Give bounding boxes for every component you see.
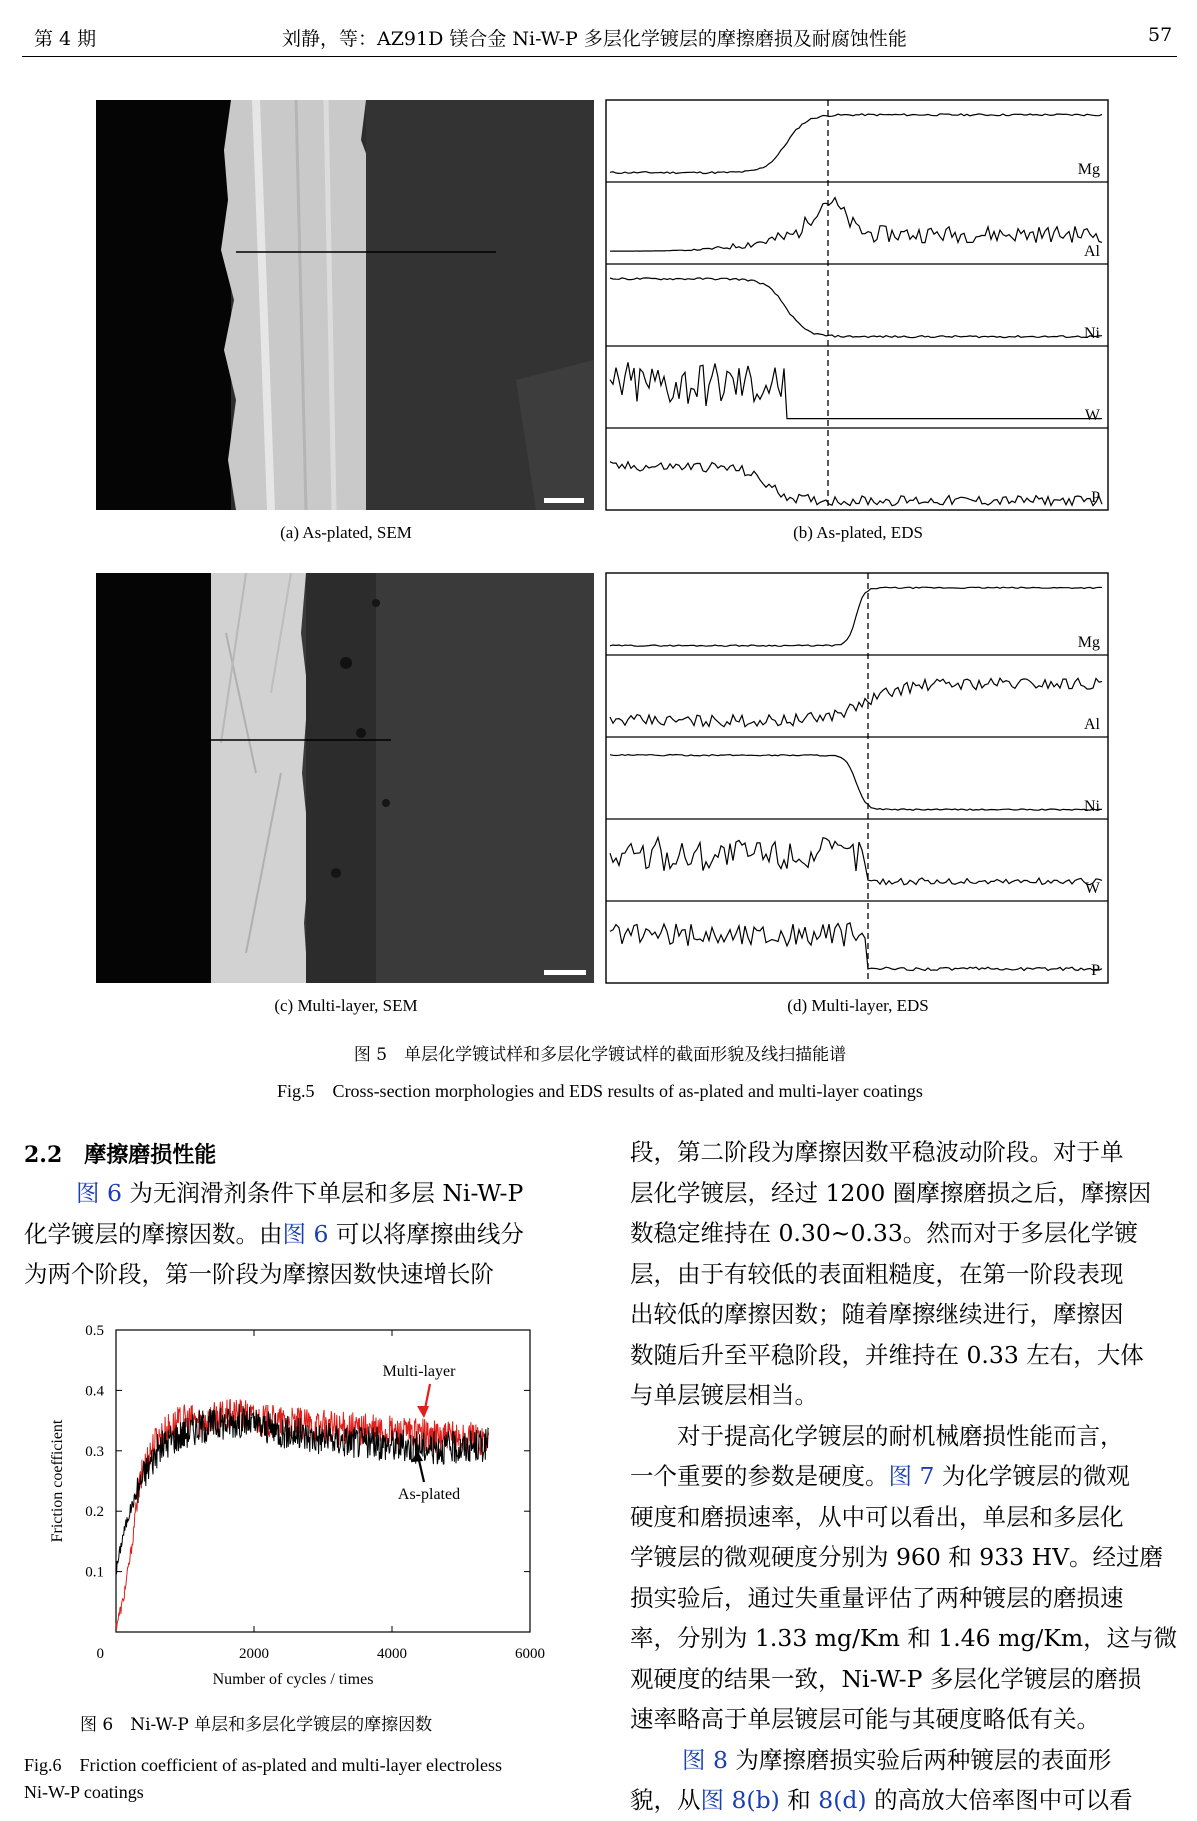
right-paragraph: 段，第二阶段为摩擦因数平稳波动阶段。对于单 层化学镀层，经过 1200 圈摩擦磨损之后，摩擦因 数稳定维持在 0.30~0.33。然而对于多层化学镀 层，由于有较低的表面粗糙度，在第一阶段表现 出较低的摩擦因数；随着摩擦继续进行，摩擦因 数随后升至平稳阶段，并维持在 0.33 左右，大体 与单层镀层相当。 对于提高化学镀层的耐机械磨损性能而言， 一个重要的参数是硬度。图 7 为化学镀层的微观 硬度和磨损速率，从中可以看出，单层和多层化 学镀层的微观硬度分别为 960 和 933 HV。经过磨 损实验后，通过失重量评估了两种镀层的磨损速 率，分别为 1.33 mg/Km 和 1.46 mg/Km，这与微 观硬度的结果一致，Ni-W-P 多层化学镀层的磨损 速率略高于单层镀层可能与其硬度略低有关。 图 8 为摩擦磨损实验后两种镀层的表面形 貌，从图 8(b) 和 8(d) 的高放大倍率图中可以看 [630,1138,1178,1814]
left-paragraph: 图 6 为无润滑剂条件下单层和多层 Ni-W-P 化学镀层的摩擦因数。由图 6 可以将摩擦曲线分 为两个阶段，第一阶段为摩擦因数快速增长阶 [24,1179,524,1288]
caption-panel-c: (c) Multi-layer, SEM [274,996,418,1015]
eds-label-w: W [1084,407,1100,424]
y-axis-label: Friction coefficient [49,1419,66,1543]
eds-trace-mg [610,587,1102,646]
y-tick-label: 0.1 [85,1564,104,1581]
figure6-caption-en-line1: Fig.6 Friction coefficient of as-plated and multi-layer electroless [24,1755,503,1775]
x-tick-label: 2000 [239,1646,269,1662]
eds-label-mg: Mg [1077,161,1100,178]
figure6-caption-en-line2: Ni-W-P coatings [24,1782,144,1802]
ref-fig6[interactable]: 图 6 [282,1219,329,1248]
eds-label-al: Al [1084,716,1100,733]
ref-fig7[interactable]: 图 7 [888,1462,935,1490]
label-as-plated: As-plated [397,1486,461,1503]
eds-trace-w [610,362,1102,418]
x-tick-label: 4000 [377,1646,407,1662]
eds-label-ni: Ni [1084,798,1100,815]
y-tick-label: 0.2 [85,1504,104,1521]
y-tick-label: 0.5 [85,1323,104,1339]
eds-trace-mg [610,114,1102,174]
eds-label-w: W [1084,880,1100,897]
eds-label-mg: Mg [1077,634,1100,651]
eds-trace-ni [610,755,1102,811]
caption-panel-d: (d) Multi-layer, EDS [787,996,929,1015]
sem-image-multi-layer [96,573,594,983]
eds-trace-al [610,678,1102,727]
figure6-caption-cn: 图 6 Ni-W-P 单层和多层化学镀层的摩擦因数 [80,1715,433,1735]
caption-panel-a: (a) As-plated, SEM [280,523,412,542]
header-rule [22,56,1177,57]
plot-frame [116,1330,530,1632]
x-axis-label: Number of cycles / times [212,1671,374,1688]
figure5-caption-en: Fig.5 Cross-section morphologies and EDS results of as-plated and multi-layer coatings [277,1081,923,1101]
page-number: 57 [1148,24,1173,46]
ref-fig8[interactable]: 图 8 [682,1745,728,1774]
y-tick-label: 0.3 [85,1443,104,1460]
caption-panel-b: (b) As-plated, EDS [793,523,923,542]
eds-linescan-multi-layer [606,573,1108,983]
label-multi-layer: Multi-layer [382,1363,456,1380]
eds-trace-w [610,838,1102,885]
sem-image-as-plated [96,100,594,510]
eds-label-ni: Ni [1084,325,1100,342]
friction-chart [24,1310,564,1690]
eds-trace-p [610,923,1102,971]
ref-fig8d[interactable]: 8(d) [818,1786,867,1814]
running-title: 刘静，等：AZ91D 镁合金 Ni-W-P 多层化学镀层的摩擦磨损及耐腐蚀性能 [282,28,907,50]
eds-label-al: Al [1084,243,1100,260]
ref-fig6[interactable]: 图 6 [76,1179,122,1207]
eds-label-p: P [1091,489,1100,506]
eds-trace-ni [610,278,1102,338]
eds-label-p: P [1091,962,1100,979]
issue-label: 第 4 期 [34,28,97,50]
y-tick-label: 0.4 [85,1383,104,1400]
eds-trace-al [610,198,1102,252]
x-tick-label: 0 [96,1646,104,1662]
ref-fig8b[interactable]: 图 8(b) [700,1786,780,1814]
x-tick-label: 6000 [515,1646,545,1662]
section-heading: 2.2 摩擦磨损性能 [24,1142,217,1168]
figure5-caption-cn: 图 5 单层化学镀试样和多层化学镀试样的截面形貌及线扫描能谱 [353,1045,847,1065]
eds-trace-p [610,462,1102,506]
eds-linescan-as-plated [606,100,1108,510]
